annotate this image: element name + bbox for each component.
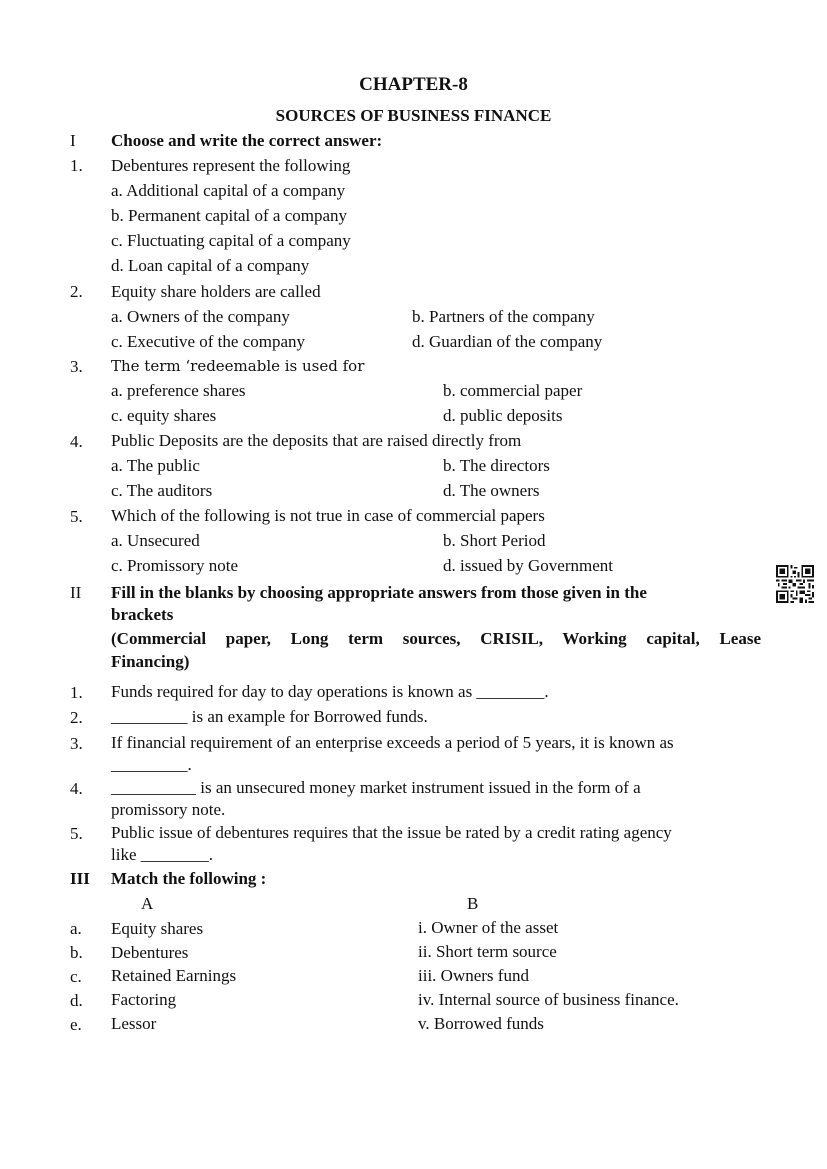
question-number: 2. (70, 282, 83, 301)
question-text: Equity share holders are called (111, 282, 321, 301)
blank-number: 3. (70, 734, 83, 753)
match-item-b: ii. Short term source (418, 942, 557, 961)
match-item-b: i. Owner of the asset (418, 918, 559, 937)
blank-number: 1. (70, 683, 83, 702)
question-number: 1. (70, 156, 83, 175)
match-item-a: Factoring (111, 990, 177, 1009)
blank-text: like ________. (111, 845, 213, 864)
match-letter: c. (70, 967, 82, 986)
blank-number: 4. (70, 779, 83, 798)
question-text: Which of the following is not true in case of commercial papers (111, 506, 545, 525)
section-heading: Choose and write the correct answer: (111, 131, 383, 150)
section-number: III (70, 869, 90, 888)
column-header-b: B (467, 894, 479, 913)
question-number: 4. (70, 432, 83, 451)
option: d. Loan capital of a company (111, 256, 310, 275)
option: b. Partners of the company (412, 307, 595, 326)
question-number: 3. (70, 357, 83, 376)
blank-text: Funds required for day to day operations is known as ________. (111, 682, 549, 701)
option: c. Promissory note (111, 556, 239, 575)
match-item-a: Lessor (111, 1014, 157, 1033)
option: a. Unsecured (111, 531, 200, 550)
blank-number: 2. (70, 708, 83, 727)
option: b. commercial paper (443, 381, 583, 400)
option: b. Permanent capital of a company (111, 206, 348, 225)
match-item-b: iv. Internal source of business finance. (418, 990, 679, 1009)
blank-text: If financial requirement of an enterprise exceeds a period of 5 years, it is known as (111, 733, 674, 752)
option: d. Guardian of the company (412, 332, 603, 351)
match-item-a: Retained Earnings (111, 966, 237, 985)
question-number: 5. (70, 507, 83, 526)
option: a. The public (111, 456, 200, 475)
qr-code-icon[interactable] (776, 565, 814, 603)
blank-text: _________ is an example for Borrowed funds. (111, 707, 428, 726)
section-number: II (70, 583, 82, 602)
option: b. Short Period (443, 531, 546, 550)
question-text: Debentures represent the following (111, 156, 351, 175)
chapter-title: CHAPTER-8 (359, 74, 468, 95)
option: d. issued by Government (443, 556, 613, 575)
column-header-a: A (141, 894, 154, 913)
section-heading: Match the following : (111, 869, 267, 888)
section-number: I (70, 131, 76, 150)
match-letter: a. (70, 919, 82, 938)
blank-text: __________ is an unsecured money market instrument issued in the form of a (111, 778, 641, 797)
option: a. Owners of the company (111, 307, 290, 326)
blank-text: _________. (111, 755, 192, 774)
option: c. The auditors (111, 481, 213, 500)
section-heading: brackets (111, 605, 174, 624)
match-item-a: Debentures (111, 943, 189, 962)
section-heading: Fill in the blanks by choosing appropriate answers from those given in the (111, 583, 647, 602)
match-item-b: iii. Owners fund (418, 966, 529, 985)
option: b. The directors (443, 456, 550, 475)
option: c. Fluctuating capital of a company (111, 231, 351, 250)
option: a. preference shares (111, 381, 246, 400)
question-text: Public Deposits are the deposits that are raised directly from (111, 431, 522, 450)
option: a. Additional capital of a company (111, 181, 346, 200)
option: d. public deposits (443, 406, 563, 425)
answer-choices: (Commercial paper, Long term sources, CRISIL, Working capital, Lease (111, 629, 761, 648)
answer-choices: Financing) (111, 652, 190, 671)
option: d. The owners (443, 481, 540, 500)
blank-number: 5. (70, 824, 83, 843)
match-letter: e. (70, 1015, 82, 1034)
option: c. Executive of the company (111, 332, 306, 351)
chapter-subtitle: SOURCES OF BUSINESS FINANCE (275, 106, 552, 125)
match-letter: d. (70, 991, 83, 1010)
blank-text: Public issue of debentures requires that the issue be rated by a credit rating agency (111, 823, 672, 842)
match-item-b: v. Borrowed funds (418, 1014, 544, 1033)
blank-text: promissory note. (111, 800, 226, 819)
match-item-a: Equity shares (111, 919, 204, 938)
option: c. equity shares (111, 406, 217, 425)
question-text: The term ‘redeemable is used for (111, 357, 365, 375)
match-letter: b. (70, 943, 83, 962)
